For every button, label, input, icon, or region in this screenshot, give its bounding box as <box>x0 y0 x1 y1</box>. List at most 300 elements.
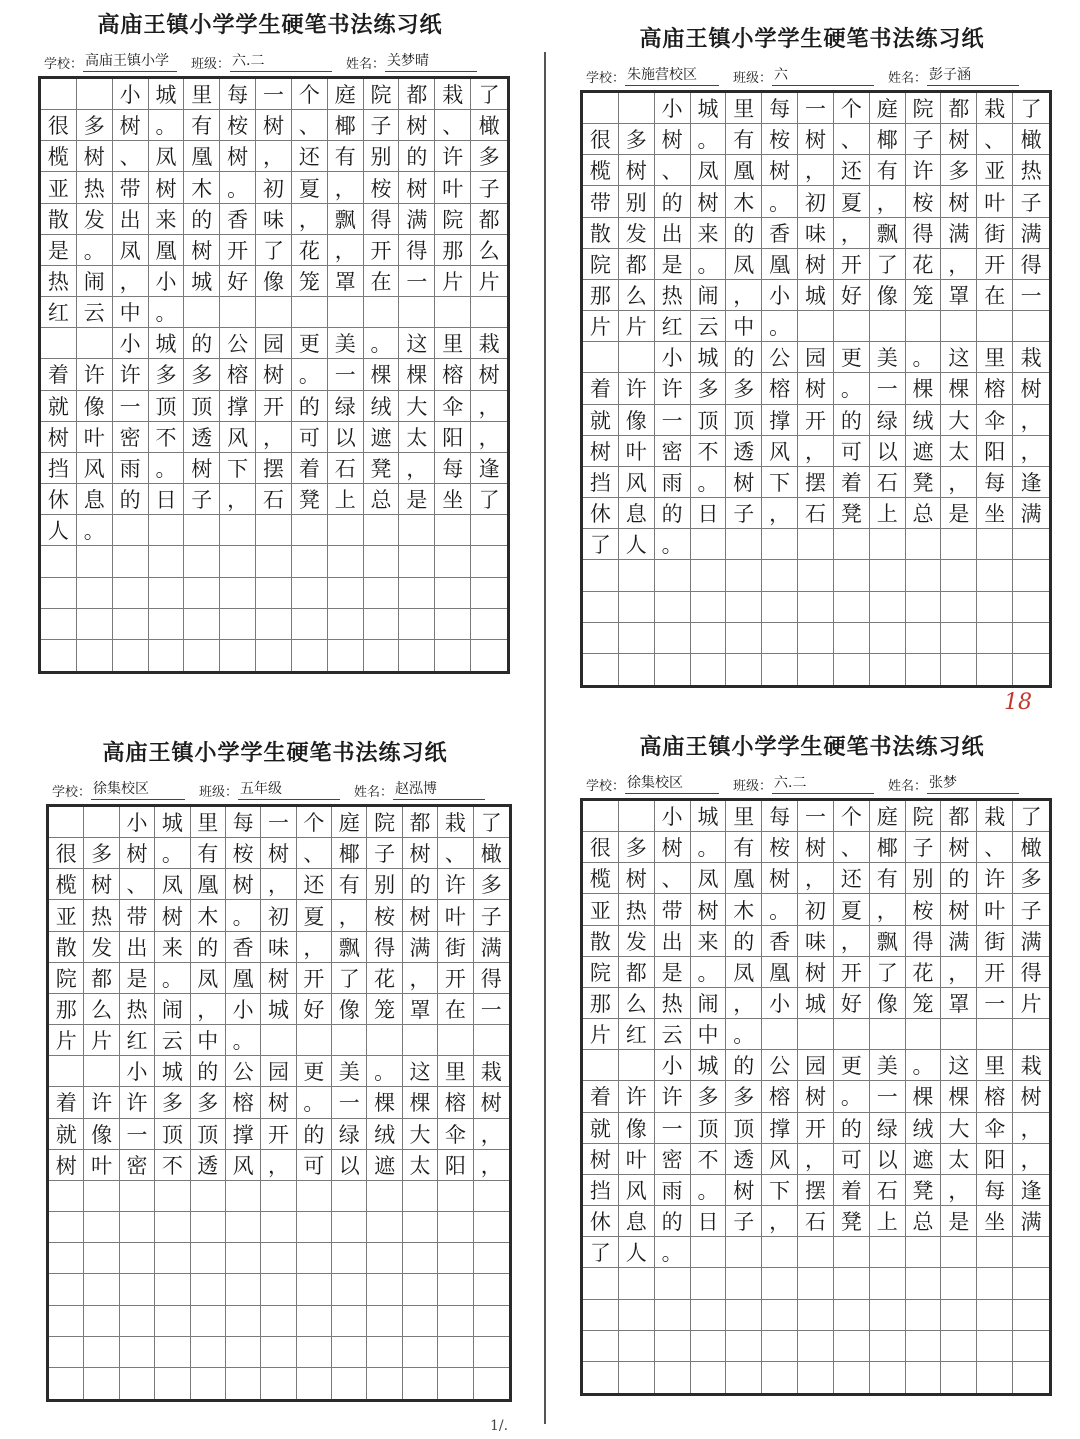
grid-cell: 石 <box>798 498 834 529</box>
grid-cell <box>149 515 185 546</box>
grid-cell <box>726 1362 762 1393</box>
grid-cell: 榕 <box>977 373 1013 404</box>
grid-cell: 子 <box>1013 894 1049 925</box>
grid-cell: 有 <box>726 124 762 155</box>
grid-cell <box>691 654 727 685</box>
grid-cell: 一 <box>798 801 834 832</box>
grid-cell <box>762 1362 798 1393</box>
grid-cell: 来 <box>691 926 727 957</box>
grid-cell: ， <box>798 436 834 467</box>
grid-cell: 阳 <box>977 1144 1013 1175</box>
grid-cell: 遮 <box>906 436 942 467</box>
grid-cell: 罩 <box>941 988 977 1019</box>
grid-cell: 个 <box>834 801 870 832</box>
grid-cell: 就 <box>41 391 77 422</box>
grid-cell <box>403 1181 438 1212</box>
grid-cell: 绒 <box>364 391 400 422</box>
grid-cell: 美 <box>870 1050 906 1081</box>
grid-cell <box>226 1212 261 1243</box>
grid-cell <box>155 1212 190 1243</box>
grid-cell: ， <box>941 957 977 988</box>
grid-cell: ， <box>471 391 507 422</box>
grid-cell <box>297 1025 332 1056</box>
grid-cell <box>474 1368 509 1399</box>
grid-cell: 许 <box>435 141 471 172</box>
grid-cell: 橄 <box>1013 124 1049 155</box>
grid-cell <box>977 560 1013 591</box>
grid-cell: 多 <box>941 155 977 186</box>
grid-cell <box>870 592 906 623</box>
grid-cell: 得 <box>399 235 435 266</box>
grid-cell: 桉 <box>367 900 402 931</box>
grid-cell: 凤 <box>113 235 149 266</box>
grid-cell: 里 <box>726 93 762 124</box>
grid-cell <box>184 609 220 640</box>
grid-cell: 都 <box>619 249 655 280</box>
grid-cell <box>364 640 400 671</box>
grid-cell: 着 <box>583 373 619 404</box>
grid-cell: 榕 <box>762 1081 798 1112</box>
grid-cell: 城 <box>155 1056 190 1087</box>
grid-cell <box>184 640 220 671</box>
grid-cell <box>834 623 870 654</box>
grid-cell: 满 <box>1013 218 1049 249</box>
grid-cell <box>256 578 292 609</box>
grid-cell: 。 <box>77 235 113 266</box>
grid-cell <box>184 515 220 546</box>
grid-cell <box>403 1306 438 1337</box>
practice-sheet-3 <box>38 736 512 1402</box>
grid-cell <box>798 592 834 623</box>
grid-cell <box>762 1331 798 1362</box>
grid-cell <box>41 328 77 359</box>
grid-cell: 片 <box>583 1019 619 1050</box>
info-row <box>52 774 506 800</box>
grid-cell: 院 <box>364 79 400 110</box>
grid-cell: 花 <box>367 963 402 994</box>
grid-cell: 院 <box>435 204 471 235</box>
grid-cell: 撑 <box>220 391 256 422</box>
grid-cell <box>762 654 798 685</box>
grid-cell: 着 <box>49 1087 84 1118</box>
grid-cell <box>120 1306 155 1337</box>
grid-cell: 小 <box>655 801 691 832</box>
grid-cell <box>471 515 507 546</box>
name-label: 姓名： <box>888 71 928 86</box>
grid-cell: 多 <box>149 359 185 390</box>
grid-cell: 园 <box>256 328 292 359</box>
grid-cell <box>1013 1019 1049 1050</box>
grid-cell <box>834 1300 870 1331</box>
grid-cell <box>583 1300 619 1331</box>
grid-cell <box>226 1306 261 1337</box>
grid-cell: ， <box>256 422 292 453</box>
grid-cell <box>297 1243 332 1274</box>
grid-cell <box>364 515 400 546</box>
grid-cell: ， <box>471 422 507 453</box>
grid-cell <box>399 609 435 640</box>
grid-cell <box>655 592 691 623</box>
grid-cell: 榄 <box>583 155 619 186</box>
grid-cell: 亚 <box>977 155 1013 186</box>
grid-cell: 太 <box>399 422 435 453</box>
grid-cell <box>297 1274 332 1305</box>
grid-cell <box>184 578 220 609</box>
grid-cell: 榄 <box>49 869 84 900</box>
grid-cell: 以 <box>328 422 364 453</box>
grid-cell: ， <box>403 963 438 994</box>
grid-cell: ， <box>798 155 834 186</box>
grid-cell <box>77 640 113 671</box>
grid-cell: 个 <box>834 93 870 124</box>
grid-cell: 开 <box>364 235 400 266</box>
grid-cell: 树 <box>798 124 834 155</box>
grid-cell: ， <box>798 1144 834 1175</box>
grid-cell: 大 <box>941 405 977 436</box>
grid-cell <box>261 1212 296 1243</box>
grid-cell: ， <box>941 249 977 280</box>
grid-cell <box>726 1300 762 1331</box>
grid-cell <box>726 654 762 685</box>
grid-cell: 人 <box>619 529 655 560</box>
grid-cell <box>583 623 619 654</box>
grid-cell <box>49 1243 84 1274</box>
grid-cell: 庭 <box>870 801 906 832</box>
grid-cell: 许 <box>619 373 655 404</box>
name-label: 姓名： <box>888 779 928 794</box>
grid-cell <box>726 529 762 560</box>
grid-cell: 小 <box>113 328 149 359</box>
grid-cell <box>84 1274 119 1305</box>
grid-cell: 绿 <box>328 391 364 422</box>
grid-cell: 栽 <box>438 807 473 838</box>
grid-cell: 片 <box>619 311 655 342</box>
grid-cell <box>155 1274 190 1305</box>
grid-cell: 开 <box>798 1113 834 1144</box>
grid-cell: 的 <box>726 342 762 373</box>
grid-cell <box>1013 1300 1049 1331</box>
grid-cell: ， <box>941 1175 977 1206</box>
grid-cell <box>619 1362 655 1393</box>
grid-cell: ， <box>1013 405 1049 436</box>
grid-cell: 热 <box>655 988 691 1019</box>
grid-cell: 石 <box>870 467 906 498</box>
grid-cell: 。 <box>297 1087 332 1118</box>
grid-cell <box>471 578 507 609</box>
grid-cell <box>870 623 906 654</box>
grid-cell <box>113 609 149 640</box>
grid-cell: 发 <box>77 204 113 235</box>
grid-cell: 顶 <box>726 1113 762 1144</box>
grid-cell <box>226 1243 261 1274</box>
grid-cell: 闹 <box>77 266 113 297</box>
grid-cell <box>906 1300 942 1331</box>
grid-cell: 凤 <box>191 963 226 994</box>
grid-cell <box>583 560 619 591</box>
grid-cell: 、 <box>834 124 870 155</box>
grid-cell: 带 <box>113 172 149 203</box>
grid-cell: 了 <box>471 484 507 515</box>
grid-cell: 美 <box>332 1056 367 1087</box>
grid-cell: 这 <box>399 328 435 359</box>
grid-cell: 撑 <box>762 405 798 436</box>
grid-cell: 罩 <box>403 994 438 1025</box>
grid-cell: 云 <box>77 297 113 328</box>
grid-cell: 小 <box>113 79 149 110</box>
grid-cell: 片 <box>435 266 471 297</box>
grid-cell <box>292 546 328 577</box>
grid-cell <box>726 560 762 591</box>
grid-cell: 里 <box>435 328 471 359</box>
grid-cell: ， <box>474 1150 509 1181</box>
grid-cell: 总 <box>906 1206 942 1237</box>
grid-cell: 像 <box>619 405 655 436</box>
grid-cell <box>941 1268 977 1299</box>
sheet-title: 高庙王镇小学学生硬笔书法练习纸 <box>97 13 443 38</box>
grid-cell: 多 <box>471 141 507 172</box>
grid-cell <box>367 1368 402 1399</box>
grid-cell <box>367 1212 402 1243</box>
grid-cell <box>906 529 942 560</box>
grid-cell: 可 <box>297 1150 332 1181</box>
grid-cell <box>619 93 655 124</box>
grid-cell: 逢 <box>1013 1175 1049 1206</box>
grid-cell: 树 <box>691 894 727 925</box>
grid-cell: 不 <box>149 422 185 453</box>
grid-cell: 味 <box>256 204 292 235</box>
grid-cell: 香 <box>220 204 256 235</box>
grid-cell: 院 <box>583 957 619 988</box>
grid-cell <box>870 654 906 685</box>
grid-cell <box>261 1181 296 1212</box>
grid-cell: 树 <box>256 110 292 141</box>
grid-cell: 凰 <box>726 863 762 894</box>
grid-cell <box>155 1181 190 1212</box>
grid-cell <box>332 1243 367 1274</box>
grid-cell: 大 <box>941 1113 977 1144</box>
grid-cell <box>1013 529 1049 560</box>
grid-cell: 得 <box>1013 957 1049 988</box>
grid-cell <box>691 1331 727 1362</box>
grid-cell: 园 <box>798 342 834 373</box>
grid-cell: 热 <box>41 266 77 297</box>
grid-cell: 有 <box>328 141 364 172</box>
grid-cell <box>367 1306 402 1337</box>
grid-cell <box>399 640 435 671</box>
grid-cell <box>1013 654 1049 685</box>
grid-cell <box>834 529 870 560</box>
grid-cell: 园 <box>261 1056 296 1087</box>
grid-cell: 密 <box>655 436 691 467</box>
grid-cell: 就 <box>583 1113 619 1144</box>
grid-cell: 像 <box>84 1119 119 1150</box>
grid-cell: 在 <box>977 280 1013 311</box>
grid-cell: 更 <box>297 1056 332 1087</box>
grid-cell <box>474 1274 509 1305</box>
school-label: 学校： <box>586 779 626 794</box>
grid-cell: 热 <box>655 280 691 311</box>
grid-cell <box>191 1368 226 1399</box>
grid-cell <box>1013 1268 1049 1299</box>
grid-cell: 。 <box>77 515 113 546</box>
grid-cell: 风 <box>77 453 113 484</box>
grid-cell: 逢 <box>471 453 507 484</box>
grid-cell: 树 <box>261 963 296 994</box>
grid-cell: 花 <box>906 957 942 988</box>
grid-cell <box>1013 1331 1049 1362</box>
grid-cell: 叶 <box>438 900 473 931</box>
grid-cell: 树 <box>798 249 834 280</box>
grid-cell <box>906 654 942 685</box>
grid-cell: 公 <box>762 1050 798 1081</box>
grid-cell: 子 <box>726 498 762 529</box>
grid-cell: 以 <box>332 1150 367 1181</box>
grid-cell: 热 <box>120 994 155 1025</box>
grid-cell: 树 <box>941 124 977 155</box>
grid-cell: 风 <box>619 467 655 498</box>
grid-cell: 密 <box>113 422 149 453</box>
grid-cell: ， <box>870 186 906 217</box>
grid-cell: 逢 <box>1013 467 1049 498</box>
grid-cell <box>364 609 400 640</box>
grid-cell: 石 <box>798 1206 834 1237</box>
grid-cell <box>941 1362 977 1393</box>
grid-cell <box>403 1025 438 1056</box>
grid-cell: 树 <box>403 900 438 931</box>
grid-cell: 是 <box>41 235 77 266</box>
grid-cell: 挡 <box>41 453 77 484</box>
grid-cell <box>399 297 435 328</box>
grid-cell: 顶 <box>691 405 727 436</box>
grid-cell: 云 <box>691 311 727 342</box>
grid-cell: 上 <box>328 484 364 515</box>
grid-cell: 顶 <box>184 391 220 422</box>
grid-cell <box>328 609 364 640</box>
grid-cell: 。 <box>906 342 942 373</box>
grid-cell <box>471 609 507 640</box>
grid-cell: 。 <box>834 373 870 404</box>
grid-cell: 了 <box>1013 93 1049 124</box>
grid-cell: 总 <box>906 498 942 529</box>
grid-cell: 、 <box>977 832 1013 863</box>
grid-cell: 。 <box>149 297 185 328</box>
class-value: 六 <box>772 64 874 86</box>
grid-cell <box>41 546 77 577</box>
grid-cell: 桉 <box>762 124 798 155</box>
grid-cell: 、 <box>438 838 473 869</box>
grid-cell: ， <box>870 894 906 925</box>
grid-cell: 不 <box>691 1144 727 1175</box>
class-value: 六.二 <box>230 50 332 72</box>
grid-cell: 树 <box>655 832 691 863</box>
grid-cell: 遮 <box>364 422 400 453</box>
grid-cell: 栽 <box>474 1056 509 1087</box>
grid-cell: 得 <box>906 926 942 957</box>
grid-cell: 像 <box>619 1113 655 1144</box>
grid-cell: 是 <box>941 1206 977 1237</box>
grid-cell <box>438 1181 473 1212</box>
grid-cell <box>870 1268 906 1299</box>
grid-cell <box>834 1268 870 1299</box>
grid-cell: 很 <box>583 124 619 155</box>
grid-cell: 开 <box>977 957 1013 988</box>
grid-cell <box>798 623 834 654</box>
grid-cell: 顶 <box>191 1119 226 1150</box>
grid-cell: 树 <box>77 141 113 172</box>
grid-cell: 飘 <box>332 932 367 963</box>
grid-cell <box>762 1268 798 1299</box>
grid-cell: 开 <box>256 391 292 422</box>
grid-cell <box>870 311 906 342</box>
grid-cell: 树 <box>583 1144 619 1175</box>
grid-cell: 片 <box>471 266 507 297</box>
grid-cell: 都 <box>471 204 507 235</box>
grid-cell: 。 <box>292 359 328 390</box>
grid-cell: 这 <box>403 1056 438 1087</box>
grid-cell: 一 <box>332 1087 367 1118</box>
grid-cell: 的 <box>399 141 435 172</box>
grid-cell <box>261 1306 296 1337</box>
grid-cell: 日 <box>691 498 727 529</box>
grid-cell: 院 <box>583 249 619 280</box>
grid-cell: 还 <box>834 155 870 186</box>
grid-cell <box>941 654 977 685</box>
grid-cell <box>261 1337 296 1368</box>
grid-cell: 的 <box>191 932 226 963</box>
grid-cell: 。 <box>691 957 727 988</box>
grid-cell: 透 <box>726 436 762 467</box>
grid-cell: 树 <box>155 900 190 931</box>
grid-cell: 许 <box>655 373 691 404</box>
grid-cell <box>367 1274 402 1305</box>
grid-cell <box>1013 560 1049 591</box>
grid-cell: 凰 <box>149 235 185 266</box>
grid-cell: 人 <box>619 1237 655 1268</box>
grid-cell <box>226 1181 261 1212</box>
grid-cell: 笼 <box>906 280 942 311</box>
grid-cell: 庭 <box>332 807 367 838</box>
grid-cell: 子 <box>364 110 400 141</box>
grid-cell: 里 <box>438 1056 473 1087</box>
grid-cell: 满 <box>474 932 509 963</box>
grid-cell: 每 <box>977 467 1013 498</box>
grid-cell <box>941 1300 977 1331</box>
grid-cell: 许 <box>977 863 1013 894</box>
grid-cell <box>261 1243 296 1274</box>
grid-cell <box>655 1331 691 1362</box>
grid-cell: ， <box>328 172 364 203</box>
grid-cell: 树 <box>474 1087 509 1118</box>
grid-cell <box>870 1019 906 1050</box>
grid-cell <box>583 1362 619 1393</box>
grid-cell: 有 <box>870 863 906 894</box>
grid-cell: 绿 <box>332 1119 367 1150</box>
grid-cell <box>583 1331 619 1362</box>
grid-cell: 多 <box>726 373 762 404</box>
grid-cell: 树 <box>619 863 655 894</box>
grid-cell <box>977 1331 1013 1362</box>
grid-cell: 有 <box>184 110 220 141</box>
grid-cell: 顶 <box>726 405 762 436</box>
grid-cell: 坐 <box>435 484 471 515</box>
grid-cell <box>84 1337 119 1368</box>
grid-cell: 来 <box>691 218 727 249</box>
grid-cell: 的 <box>655 186 691 217</box>
grid-cell: 一 <box>399 266 435 297</box>
grid-cell <box>906 1268 942 1299</box>
grid-cell: 开 <box>261 1119 296 1150</box>
grid-cell: 中 <box>113 297 149 328</box>
